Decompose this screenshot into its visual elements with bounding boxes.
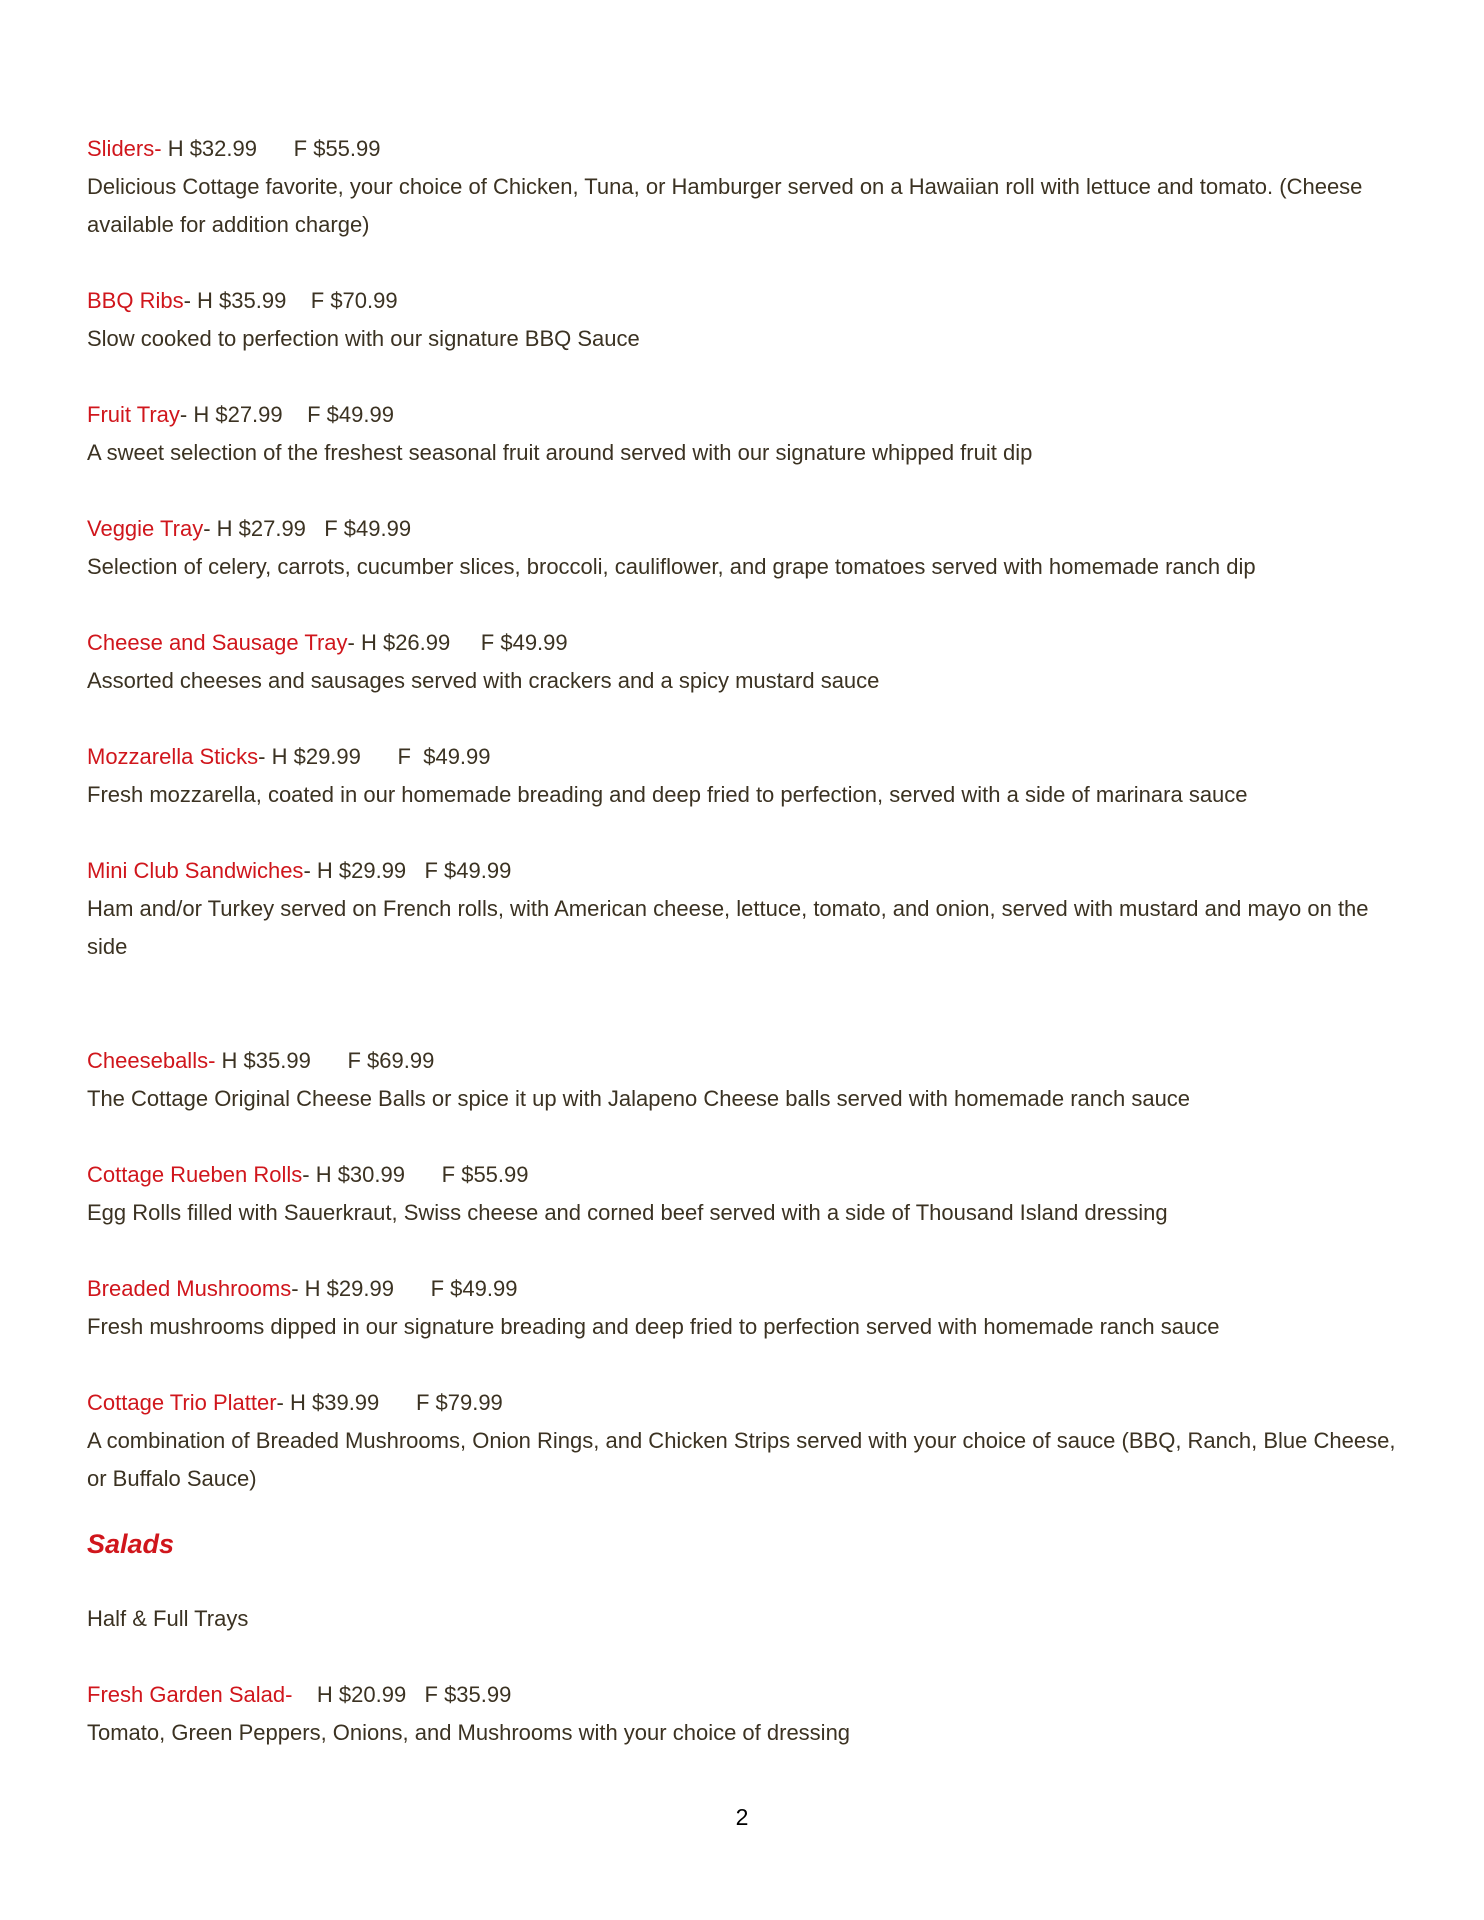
item-description: The Cottage Original Cheese Balls or spice it up with Jalapeno Cheese balls served with homemade ranch sauce	[87, 1086, 1191, 1111]
item-title-line	[87, 396, 1407, 434]
item-title-line	[87, 130, 1407, 168]
item-name: Cottage Trio Platter	[87, 1390, 277, 1415]
item-name: Breaded Mushrooms	[87, 1276, 292, 1301]
item-prices: - H $29.99 F $49.99	[303, 858, 512, 883]
item-name: Mozzarella Sticks	[87, 744, 259, 769]
menu-item	[87, 1270, 1407, 1346]
item-prices: - H $26.99 F $49.99	[347, 630, 568, 655]
menu-item	[87, 130, 1407, 244]
menu-item	[87, 1156, 1407, 1232]
item-prices: - H $30.99 F $55.99	[302, 1162, 529, 1187]
item-prices: - H $27.99 F $49.99	[203, 516, 412, 541]
section-heading-salads: Salads	[87, 1529, 175, 1559]
item-description: Assorted cheeses and sausages served with crackers and a spicy mustard sauce	[87, 668, 880, 693]
item-prices: - H $29.99 F $49.99	[258, 744, 491, 769]
item-name: Veggie Tray	[87, 516, 204, 541]
menu-item	[87, 852, 1407, 966]
item-prices: - H $39.99 F $79.99	[276, 1390, 503, 1415]
item-name: Mini Club Sandwiches	[87, 858, 304, 883]
item-description: Ham and/or Turkey served on French rolls, with American cheese, lettuce, tomato, and onion, served with mustard and mayo on the side	[87, 896, 1369, 959]
menu-item	[87, 1042, 1407, 1118]
item-description: Slow cooked to perfection with our signature BBQ Sauce	[87, 326, 640, 351]
menu-item	[87, 396, 1407, 472]
item-description: Selection of celery, carrots, cucumber slices, broccoli, cauliflower, and grape tomatoes served with homemade ranch dip	[87, 554, 1256, 579]
item-name: Fresh Garden Salad-	[87, 1682, 293, 1707]
item-name: Cheese and Sausage Tray	[87, 630, 348, 655]
item-description: Delicious Cottage favorite, your choice of Chicken, Tuna, or Hamburger served on a Hawaiian roll with lettuce and tomato. (Cheese available for addition charge)	[87, 174, 1363, 237]
item-title-line	[87, 1676, 1407, 1714]
item-prices: - H $35.99 F $70.99	[183, 288, 398, 313]
section-subheading: Half & Full Trays	[87, 1606, 249, 1631]
item-prices: H $32.99 F $55.99	[161, 136, 381, 161]
item-name: Fruit Tray	[87, 402, 180, 427]
item-description: A sweet selection of the freshest seasonal fruit around served with our signature whipped fruit dip	[87, 440, 1033, 465]
item-title-line	[87, 738, 1407, 776]
menu-page	[87, 130, 1407, 1752]
menu-item	[87, 1384, 1407, 1498]
item-name: Cheeseballs-	[87, 1048, 216, 1073]
page-number: 2	[735, 1804, 749, 1830]
item-description: Fresh mushrooms dipped in our signature breading and deep fried to perfection served with homemade ranch sauce	[87, 1314, 1220, 1339]
item-prices: - H $27.99 F $49.99	[179, 402, 394, 427]
menu-item	[87, 510, 1407, 586]
item-prices: H $20.99 F $35.99	[292, 1682, 512, 1707]
item-title-line	[87, 852, 1407, 890]
item-description: Egg Rolls filled with Sauerkraut, Swiss cheese and corned beef served with a side of Thousand Island dressing	[87, 1200, 1168, 1225]
item-name: BBQ Ribs	[87, 288, 184, 313]
item-name: Sliders-	[87, 136, 162, 161]
item-description: Tomato, Green Peppers, Onions, and Mushrooms with your choice of dressing	[87, 1720, 851, 1745]
item-description: Fresh mozzarella, coated in our homemade breading and deep fried to perfection, served with a side of marinara sauce	[87, 782, 1248, 807]
item-title-line	[87, 1384, 1407, 1422]
item-prices: - H $29.99 F $49.99	[291, 1276, 518, 1301]
menu-item	[87, 738, 1407, 814]
menu-item	[87, 282, 1407, 358]
item-title-line	[87, 1042, 1407, 1080]
item-title-line	[87, 1156, 1407, 1194]
menu-item	[87, 624, 1407, 700]
menu-item	[87, 1676, 1407, 1752]
item-title-line	[87, 624, 1407, 662]
item-title-line	[87, 282, 1407, 320]
item-prices: H $35.99 F $69.99	[215, 1048, 435, 1073]
item-title-line	[87, 510, 1407, 548]
item-name: Cottage Rueben Rolls	[87, 1162, 303, 1187]
item-title-line	[87, 1270, 1407, 1308]
item-description: A combination of Breaded Mushrooms, Onion Rings, and Chicken Strips served with your choice of sauce (BBQ, Ranch, Blue Cheese, or Buffalo Sauce)	[87, 1428, 1396, 1491]
